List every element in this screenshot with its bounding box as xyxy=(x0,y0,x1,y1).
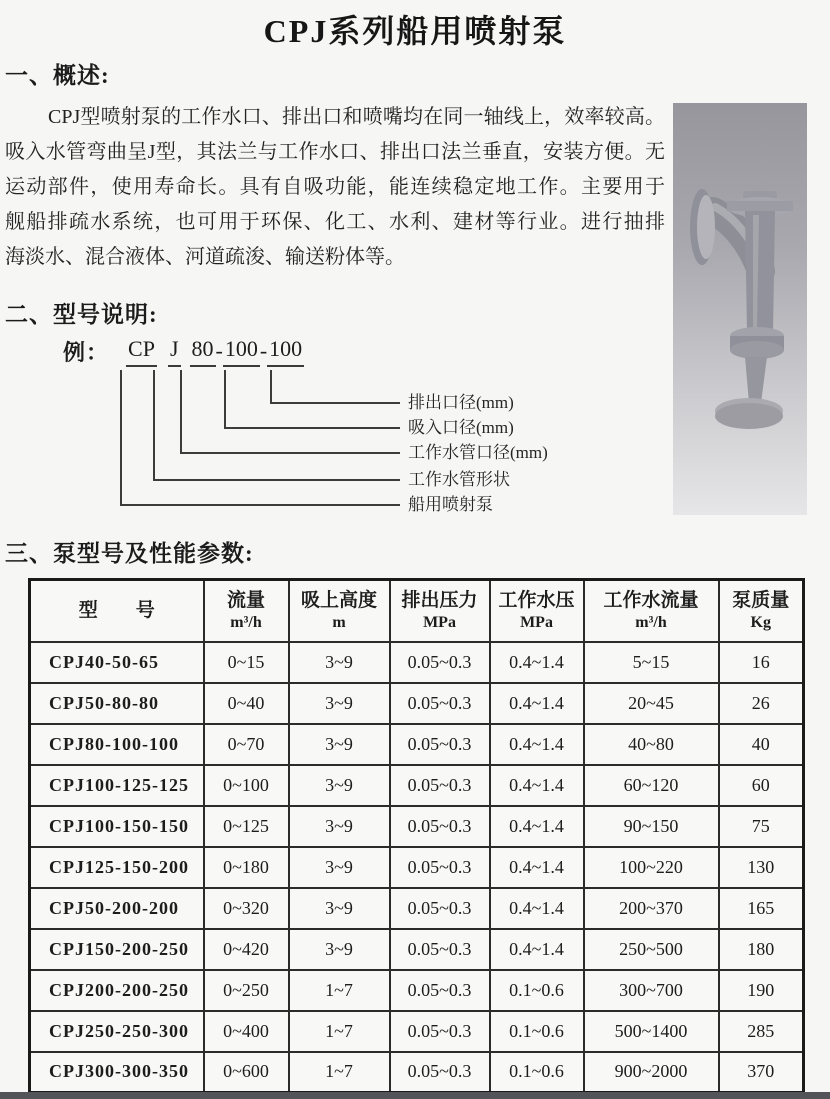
value-cell: 0.05~0.3 xyxy=(390,888,490,929)
value-cell: 3~9 xyxy=(289,847,390,888)
table-row xyxy=(30,847,804,888)
example-prefix: 例： xyxy=(63,340,110,365)
value-cell: 3~9 xyxy=(289,765,390,806)
value-cell: 0.4~1.4 xyxy=(490,724,584,765)
params-section-heading: 三、泵型号及性能参数: xyxy=(5,541,254,566)
value-cell: 0.4~1.4 xyxy=(490,683,584,724)
model-code-segment: 100 xyxy=(223,336,260,367)
value-cell: 1~7 xyxy=(289,970,390,1011)
model-code-segment: 100 xyxy=(267,336,304,367)
model-code-separator: - xyxy=(215,338,223,363)
column-label: 流量 xyxy=(226,589,265,611)
model-number-cell: CPJ80-100-100 xyxy=(30,724,204,765)
value-cell: 0.1~0.6 xyxy=(490,970,584,1011)
model-code-separator: - xyxy=(259,338,268,363)
value-cell: 165 xyxy=(719,888,804,929)
overview-line: 运动部件，使用寿命长。具有自吸功能，能连续稳定地工作。主要用于 xyxy=(5,176,665,198)
column-label: 工作水流量 xyxy=(603,589,699,611)
value-cell: 100~220 xyxy=(584,847,719,888)
overview-paragraph xyxy=(5,100,665,275)
column-unit: m³/h xyxy=(230,613,262,631)
value-cell: 130 xyxy=(719,847,804,888)
model-number-cell: CPJ100-150-150 xyxy=(30,806,204,847)
table-row xyxy=(30,806,804,847)
scan-edge-shadow xyxy=(0,1092,830,1099)
value-cell: 0~250 xyxy=(204,970,289,1011)
table-row xyxy=(30,642,804,683)
value-cell: 0~70 xyxy=(204,724,289,765)
value-cell: 0.05~0.3 xyxy=(390,724,490,765)
model-number-cell: CPJ100-125-125 xyxy=(30,765,204,806)
column-header xyxy=(30,580,204,642)
table-row xyxy=(30,1052,804,1093)
value-cell: 190 xyxy=(719,970,804,1011)
model-number-cell: CPJ250-250-300 xyxy=(30,1011,204,1052)
value-cell: 3~9 xyxy=(289,888,390,929)
value-cell: 0.05~0.3 xyxy=(390,683,490,724)
value-cell: 3~9 xyxy=(289,724,390,765)
model-code-segment: 80 xyxy=(190,336,216,367)
column-label: 工作水压 xyxy=(498,589,575,611)
overview-line: 舰船排疏水系统，也可用于环保、化工、水利、建材等行业。进行抽排 xyxy=(5,211,665,233)
value-cell: 0~125 xyxy=(204,806,289,847)
model-number-cell: CPJ125-150-200 xyxy=(30,847,204,888)
value-cell: 0.05~0.3 xyxy=(390,929,490,970)
value-cell: 370 xyxy=(719,1052,804,1093)
value-cell: 0.1~0.6 xyxy=(490,1052,584,1093)
value-cell: 40 xyxy=(719,724,804,765)
column-header xyxy=(390,580,490,642)
diagram-label-working-pipe-shape: 工作水管形状 xyxy=(408,470,510,489)
overview-heading: 一、概述: xyxy=(5,63,110,88)
table-row xyxy=(30,888,804,929)
diagram-label-marine-jet-pump: 船用喷射泵 xyxy=(408,495,493,514)
table-row xyxy=(30,724,804,765)
column-unit: m³/h xyxy=(635,613,667,631)
value-cell: 40~80 xyxy=(584,724,719,765)
column-header xyxy=(490,580,584,642)
value-cell: 0~600 xyxy=(204,1052,289,1093)
value-cell: 1~7 xyxy=(289,1011,390,1052)
diagram-label-discharge-diameter: 排出口径(mm) xyxy=(408,393,514,412)
value-cell: 500~1400 xyxy=(584,1011,719,1052)
overview-line: 吸入水管弯曲呈J型，其法兰与工作水口、排出口法兰垂直，安装方便。无 xyxy=(5,141,665,163)
model-code-segment: J xyxy=(168,336,181,367)
value-cell: 0~320 xyxy=(204,888,289,929)
value-cell: 0.4~1.4 xyxy=(490,929,584,970)
column-header xyxy=(584,580,719,642)
column-header xyxy=(719,580,804,642)
column-label: 排出压力 xyxy=(401,589,478,611)
value-cell: 0.4~1.4 xyxy=(490,847,584,888)
value-cell: 60 xyxy=(719,765,804,806)
value-cell: 0~420 xyxy=(204,929,289,970)
column-label: 型 号 xyxy=(78,599,155,621)
value-cell: 0.1~0.6 xyxy=(490,1011,584,1052)
table-header-row xyxy=(30,580,804,642)
value-cell: 0.4~1.4 xyxy=(490,765,584,806)
column-unit: m xyxy=(332,613,346,631)
model-number-cell: CPJ150-200-250 xyxy=(30,929,204,970)
value-cell: 5~15 xyxy=(584,642,719,683)
value-cell: 0~15 xyxy=(204,642,289,683)
value-cell: 75 xyxy=(719,806,804,847)
column-header xyxy=(204,580,289,642)
model-number-cell: CPJ300-300-350 xyxy=(30,1052,204,1093)
value-cell: 0.05~0.3 xyxy=(390,1011,490,1052)
value-cell: 0.05~0.3 xyxy=(390,765,490,806)
value-cell: 0.4~1.4 xyxy=(490,806,584,847)
value-cell: 0~100 xyxy=(204,765,289,806)
value-cell: 0~40 xyxy=(204,683,289,724)
value-cell: 3~9 xyxy=(289,683,390,724)
model-diagram-lines xyxy=(0,330,660,525)
column-label: 泵质量 xyxy=(732,589,790,611)
diagram-label-working-pipe-diameter: 工作水管口径(mm) xyxy=(408,443,548,462)
table-row xyxy=(30,970,804,1011)
value-cell: 1~7 xyxy=(289,1052,390,1093)
pump-illustration xyxy=(673,103,807,515)
value-cell: 0.05~0.3 xyxy=(390,1052,490,1093)
model-section-heading: 二、型号说明: xyxy=(5,302,158,327)
model-number-cell: CPJ50-200-200 xyxy=(30,888,204,929)
table-row xyxy=(30,683,804,724)
value-cell: 0.05~0.3 xyxy=(390,970,490,1011)
value-cell: 3~9 xyxy=(289,642,390,683)
column-label: 吸上高度 xyxy=(300,589,377,611)
overview-line: 海淡水、混合液体、河道疏浚、输送粉体等。 xyxy=(5,246,405,268)
value-cell: 900~2000 xyxy=(584,1052,719,1093)
page-title: CPJ系列船用喷射泵 xyxy=(263,13,567,49)
value-cell: 3~9 xyxy=(289,929,390,970)
table-row xyxy=(30,1011,804,1052)
model-code-segment: CP xyxy=(126,336,157,367)
value-cell: 285 xyxy=(719,1011,804,1052)
value-cell: 200~370 xyxy=(584,888,719,929)
model-number-cell: CPJ200-200-250 xyxy=(30,970,204,1011)
value-cell: 0.4~1.4 xyxy=(490,642,584,683)
value-cell: 90~150 xyxy=(584,806,719,847)
value-cell: 0~180 xyxy=(204,847,289,888)
table-row xyxy=(30,765,804,806)
table-row xyxy=(30,929,804,970)
value-cell: 0.05~0.3 xyxy=(390,642,490,683)
value-cell: 0~400 xyxy=(204,1011,289,1052)
value-cell: 300~700 xyxy=(584,970,719,1011)
value-cell: 0.05~0.3 xyxy=(390,847,490,888)
value-cell: 3~9 xyxy=(289,806,390,847)
model-number-cell: CPJ50-80-80 xyxy=(30,683,204,724)
value-cell: 0.05~0.3 xyxy=(390,806,490,847)
overview-line: CPJ型喷射泵的工作水口、排出口和喷嘴均在同一轴线上，效率较高。 xyxy=(48,106,665,128)
column-unit: Kg xyxy=(750,613,771,631)
column-unit: MPa xyxy=(423,613,456,631)
model-number-cell: CPJ40-50-65 xyxy=(30,642,204,683)
column-header xyxy=(289,580,390,642)
value-cell: 250~500 xyxy=(584,929,719,970)
value-cell: 20~45 xyxy=(584,683,719,724)
value-cell: 180 xyxy=(719,929,804,970)
value-cell: 16 xyxy=(719,642,804,683)
value-cell: 0.4~1.4 xyxy=(490,888,584,929)
diagram-label-suction-diameter: 吸入口径(mm) xyxy=(408,418,514,437)
pump-spec-table xyxy=(28,578,805,1094)
pump-photo xyxy=(673,103,807,515)
column-unit: MPa xyxy=(520,613,553,631)
value-cell: 60~120 xyxy=(584,765,719,806)
value-cell: 26 xyxy=(719,683,804,724)
